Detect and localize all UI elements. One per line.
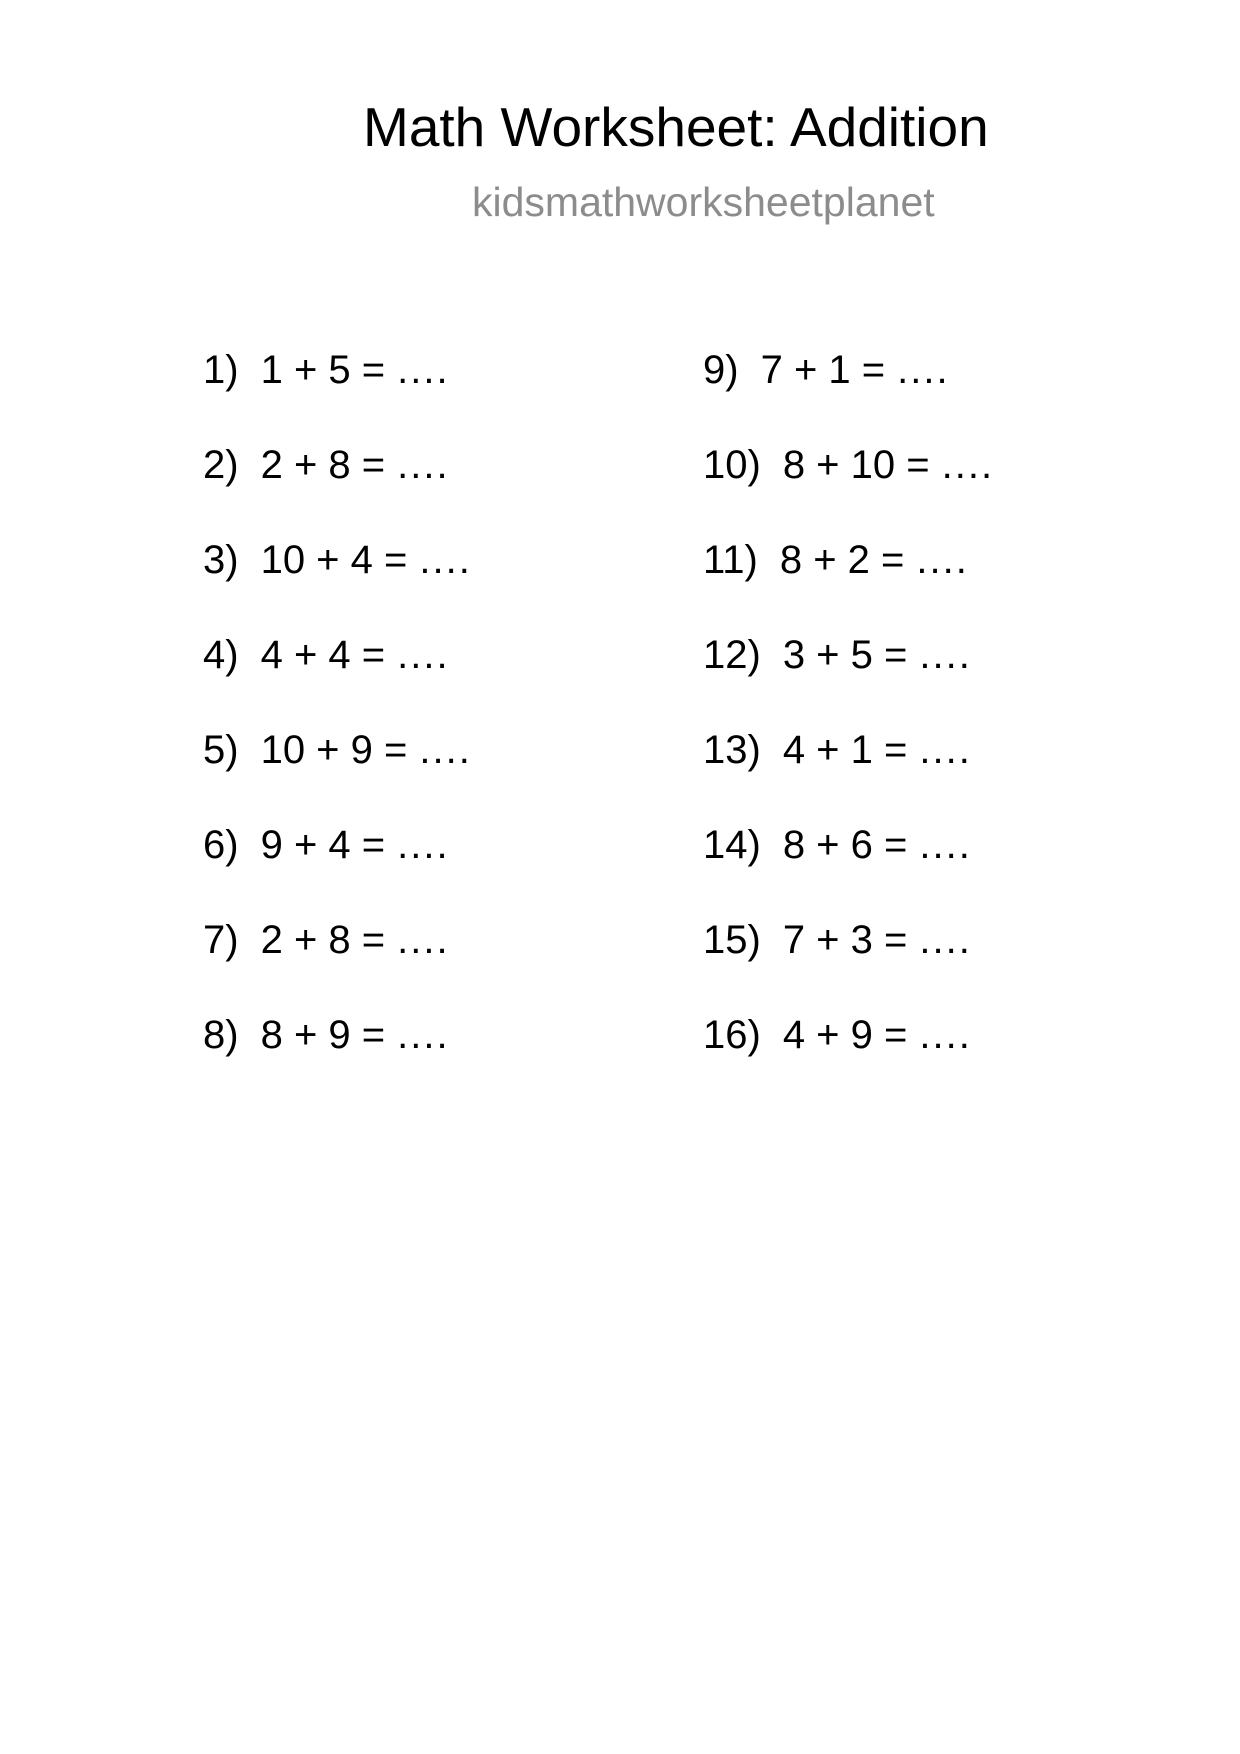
problem-expression: 2 + 8 = (260, 918, 386, 962)
problem-expression: 8 + 9 = (260, 1013, 386, 1057)
answer-blank: .... (919, 918, 972, 962)
problem-expression: 10 + 9 = (260, 728, 408, 772)
problem-row (703, 917, 994, 1012)
problem-row (703, 442, 994, 537)
problem-number: 10) (703, 443, 761, 487)
problem-number: 14) (703, 823, 761, 867)
problem-number: 11) (703, 538, 758, 582)
answer-blank: .... (919, 633, 972, 677)
problem-number: 15) (703, 918, 761, 962)
problem-number: 3) (203, 538, 239, 582)
problem-row (203, 822, 472, 917)
problem-row (203, 917, 472, 1012)
problem-row (703, 1012, 994, 1107)
answer-blank: .... (419, 728, 472, 772)
problem-expression: 7 + 3 = (782, 918, 908, 962)
problem-row (703, 822, 994, 917)
problem-number: 2) (203, 443, 239, 487)
problem-row (703, 632, 994, 727)
answer-blank: .... (397, 633, 450, 677)
problem-row (203, 347, 472, 442)
answer-blank: .... (919, 728, 972, 772)
answer-blank: .... (397, 443, 450, 487)
problem-expression: 9 + 4 = (260, 823, 386, 867)
problem-row (703, 537, 994, 632)
problem-number: 8) (203, 1013, 239, 1057)
page-title: Math Worksheet: Addition (363, 96, 989, 158)
problem-row (203, 442, 472, 537)
problem-row (203, 727, 472, 822)
problem-expression: 8 + 6 = (782, 823, 908, 867)
answer-blank: .... (397, 823, 450, 867)
problem-number: 13) (703, 728, 761, 772)
answer-blank: .... (919, 823, 972, 867)
problem-number: 1) (203, 348, 239, 392)
problem-row (203, 1012, 472, 1107)
problem-number: 6) (203, 823, 239, 867)
answer-blank: .... (419, 538, 472, 582)
problem-expression: 8 + 10 = (782, 443, 930, 487)
problem-row (703, 727, 994, 822)
answer-blank: .... (397, 348, 450, 392)
problem-row (703, 347, 994, 442)
problem-expression: 10 + 4 = (260, 538, 408, 582)
answer-blank: .... (397, 918, 450, 962)
problems-column-right (703, 347, 994, 1107)
answer-blank: .... (919, 1013, 972, 1057)
problem-expression: 2 + 8 = (260, 443, 386, 487)
answer-blank: .... (916, 538, 969, 582)
page-subtitle: kidsmathworksheetplanet (472, 179, 935, 225)
problem-expression: 3 + 5 = (782, 633, 908, 677)
problem-number: 16) (703, 1013, 761, 1057)
answer-blank: .... (941, 443, 995, 487)
problem-expression: 4 + 9 = (782, 1013, 908, 1057)
problem-expression: 4 + 1 = (782, 728, 908, 772)
problem-expression: 8 + 2 = (779, 538, 905, 582)
problem-number: 9) (703, 348, 739, 392)
problem-number: 7) (203, 918, 239, 962)
problem-expression: 1 + 5 = (260, 348, 386, 392)
problems-column-left (203, 347, 472, 1107)
problem-row (203, 537, 472, 632)
problem-expression: 7 + 1 = (760, 348, 886, 392)
problem-number: 4) (203, 633, 239, 677)
problem-number: 5) (203, 728, 239, 772)
problem-expression: 4 + 4 = (260, 633, 386, 677)
problem-number: 12) (703, 633, 761, 677)
problem-row (203, 632, 472, 727)
answer-blank: .... (397, 1013, 450, 1057)
answer-blank: .... (897, 348, 950, 392)
